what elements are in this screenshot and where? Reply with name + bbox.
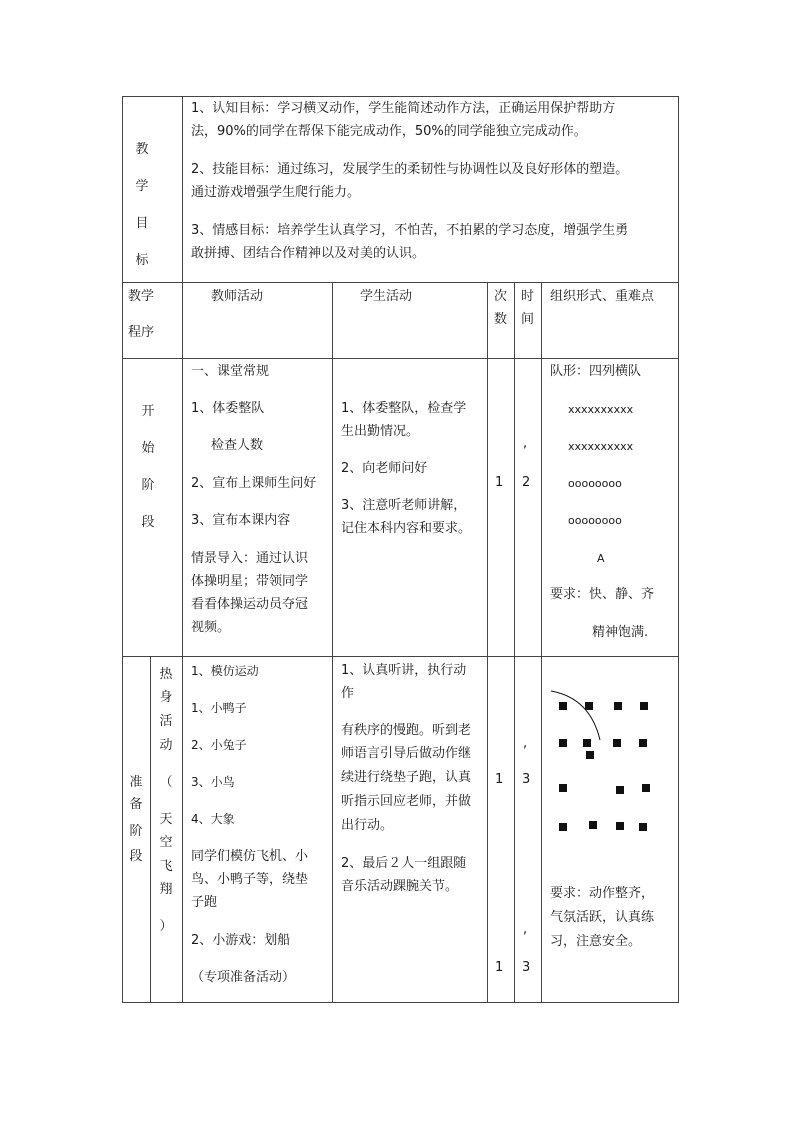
start-teacher-line: 体操明星；带领同学 (191, 574, 309, 589)
prep-teacher-line: 4、大象 (191, 812, 235, 826)
prep-sublabel-char: 身 (159, 690, 173, 705)
start-teacher-line: 1、体委整队 (191, 401, 265, 416)
prep-teacher-line: 2、小兔子 (191, 738, 247, 752)
formation-title: 队形：四列横队 (550, 364, 642, 379)
header-organization: 组织形式、重难点 (550, 289, 655, 304)
start-label-char: 阶 (141, 478, 155, 493)
student-marker (639, 739, 647, 747)
prep-teacher-line: 1、小鸭子 (191, 701, 247, 715)
student-marker (616, 786, 624, 794)
objective-line: 1、认知目标：学习横叉动作，学生能简述动作方法，正确运用保护帮助方 (191, 101, 616, 116)
prep-time-mark: , (523, 736, 528, 751)
student-marker (613, 739, 621, 747)
student-marker (642, 784, 650, 792)
prep-student-line: 师语言引导后做动作继 (341, 746, 472, 761)
header-program: 教学 (128, 289, 155, 304)
student-marker (559, 702, 567, 710)
header-program: 程序 (128, 325, 155, 340)
prep-teacher-line: 鸟、小鸭子等，绕垫 (191, 872, 309, 887)
prep-time: 3 (522, 960, 531, 975)
start-teacher-line: 情景导入：通过认识 (191, 551, 309, 566)
start-requirement: 要求：快、静、齐 (550, 587, 655, 602)
header-teacher-activity: 教师活动 (211, 289, 264, 304)
formation-teacher-mark: A (597, 552, 605, 565)
prep-student-line: 有秩序的慢跑。听到老 (341, 723, 472, 738)
header-time: 时 (521, 289, 535, 304)
prep-teacher-line: 子跑 (191, 895, 218, 910)
student-marker (586, 751, 594, 759)
prep-sublabel-char: 动 (159, 738, 173, 753)
objectives-label-char: 教 (135, 142, 149, 157)
header-count: 次 (494, 289, 508, 304)
header-count: 数 (494, 312, 508, 327)
prep-count: 1 (495, 772, 504, 787)
prep-label-char: 备 (129, 797, 143, 812)
prep-sublabel-char: （ (159, 775, 173, 790)
header-student-activity: 学生活动 (360, 289, 413, 304)
start-student-line: 2、向老师问好 (341, 461, 428, 476)
prep-student-line: 出行动。 (341, 818, 394, 833)
prep-sublabel-char: 翔 (159, 882, 173, 897)
start-student-line: 生出勤情况。 (341, 424, 420, 439)
objective-line: 2、技能目标：通过练习，发展学生的柔韧性与协调性以及良好形体的塑造。 (191, 162, 629, 177)
start-count: 1 (495, 475, 504, 490)
objective-line: 敢拼搏、团结合作精神以及对美的认识。 (191, 246, 426, 261)
prep-count: 1 (495, 960, 504, 975)
prep-sublabel-char: 热 (159, 667, 173, 682)
formation-row: xxxxxxxxxx (568, 403, 634, 416)
prep-teacher-line: 3、小鸟 (191, 775, 235, 789)
objectives-label-char: 标 (135, 253, 149, 268)
start-teacher-line: 检查人数 (211, 438, 264, 453)
objectives-label-char: 学 (135, 179, 149, 194)
prep-student-line: 听指示回应老师，并做 (341, 794, 472, 809)
prep-teacher-line: （专项准备活动） (191, 970, 296, 985)
start-time: 2 (522, 475, 531, 490)
prep-teacher-line: 1、模仿运动 (191, 664, 259, 678)
prep-student-line: 2、最后２人一组跟随 (341, 856, 467, 871)
formation-row: oooooooo (568, 477, 622, 490)
start-teacher-line: 2、宣布上课师生问好 (191, 476, 317, 491)
prep-sublabel-char: 飞 (159, 859, 173, 874)
student-marker (559, 823, 567, 831)
student-marker (640, 702, 648, 710)
student-marker (583, 739, 591, 747)
start-time-mark: , (523, 436, 528, 451)
start-label-char: 始 (141, 441, 155, 456)
start-teacher-line: 3、宣布本课内容 (191, 513, 291, 528)
student-marker (559, 739, 567, 747)
prep-label-char: 准 (129, 775, 143, 790)
objective-line: 法，90%的同学在帮保下能完成动作，50%的同学能独立完成动作。 (191, 124, 587, 139)
start-student-line: 1、体委整队，检查学 (341, 401, 467, 416)
prep-student-line: 音乐活动踝腕关节。 (341, 879, 459, 894)
prep-student-line: 1、认真听讲，执行动 (341, 663, 467, 678)
objective-line: 通过游戏增强学生爬行能力。 (191, 185, 361, 200)
prep-student-line: 续进行绕垫子跑，认真 (341, 770, 472, 785)
formation-row: xxxxxxxxxx (568, 440, 634, 453)
start-label-char: 段 (141, 515, 155, 530)
prep-time: 3 (522, 772, 531, 787)
objective-line: 3、情感目标：培养学生认真学习，不怕苦，不拍累的学习态度，增强学生勇 (191, 223, 629, 238)
student-marker (585, 702, 593, 710)
prep-requirement: 气氛活跃，认真练 (550, 910, 655, 925)
prep-sublabel-char: ） (159, 919, 173, 934)
formation-row: oooooooo (568, 514, 622, 527)
prep-label-char: 阶 (129, 824, 143, 839)
start-teacher-line: 一、课堂常规 (191, 364, 270, 379)
header-time: 间 (521, 312, 535, 327)
start-requirement: 精神饱满. (592, 625, 649, 640)
prep-label-char: 段 (129, 849, 143, 864)
start-label-char: 开 (141, 404, 155, 419)
prep-requirement: 要求：动作整齐， (550, 886, 655, 901)
start-teacher-line: 看看体操运动员夺冠 (191, 597, 309, 612)
prep-requirement: 习，注意安全。 (550, 934, 642, 949)
student-marker (589, 821, 597, 829)
start-teacher-line: 视频。 (191, 620, 231, 635)
start-student-line: 记住本科内容和要求。 (341, 521, 472, 536)
prep-student-line: 作 (341, 686, 355, 701)
prep-time-mark: , (523, 922, 528, 937)
prep-teacher-line: 2、小游戏：划船 (191, 933, 291, 948)
prep-teacher-line: 同学们模仿飞机、小 (191, 849, 309, 864)
prep-sublabel-char: 空 (159, 835, 173, 850)
objectives-label-char: 目 (135, 216, 149, 231)
student-marker (559, 784, 567, 792)
student-marker (639, 823, 647, 831)
prep-sublabel-char: 天 (159, 812, 173, 827)
prep-sublabel-char: 活 (159, 714, 173, 729)
student-marker (616, 822, 624, 830)
student-marker (614, 702, 622, 710)
start-student-line: 3、注意听老师讲解， (341, 498, 467, 513)
